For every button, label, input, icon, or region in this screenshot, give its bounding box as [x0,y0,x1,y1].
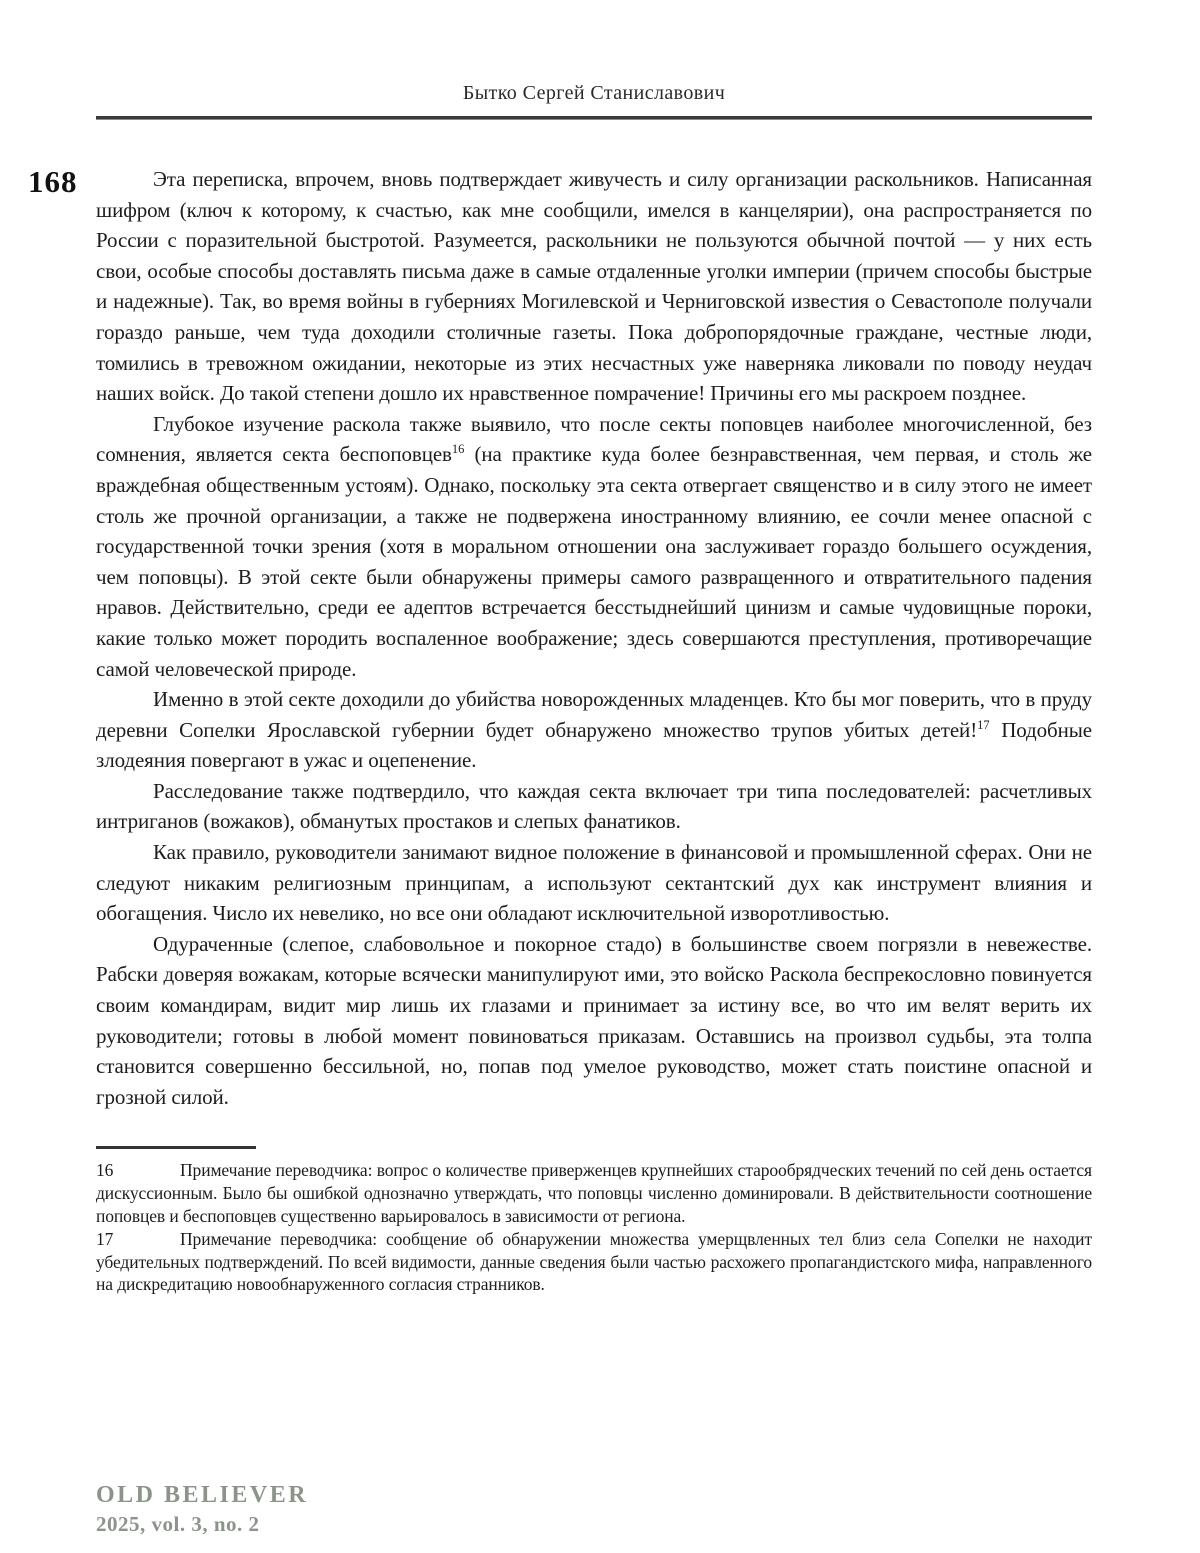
journal-issue: 2025, vol. 3, no. 2 [96,1512,260,1536]
journal-footer [96,1482,308,1537]
footnote-17 [96,1228,1092,1296]
paragraph-text: Глубокое изучение раскола также выявило, что после секты поповцев наиболее многочисленной, без сомнения, является секта беспоповцев [96,411,1092,467]
paragraph-text: Как правило, руководители занимают видное положение в финансовой и промышленной сферах. Они не следуют никаким религиозным принципам, а используют сектантский дух как инструмент влияния и обогащения. Число их невелико, но все они обладают исключительной изворотливостью. [96,840,1092,926]
paragraph-6 [96,929,1092,1113]
paragraph-1 [96,164,1092,409]
footnotes-section [96,1146,1092,1296]
footnote-16 [96,1159,1092,1227]
paragraph-3 [96,684,1092,776]
paragraph-4 [96,776,1092,837]
footnote-number: 16 [96,1160,114,1181]
footnote-text: Примечание переводчика: вопрос о количестве приверженцев крупнейших старообрядческих течений по сей день остается дискуссионным. Было бы ошибкой однозначно утверждать, что поповцы численно доминировали. В действительности соотношение поповцев и беспоповцев существенно варьировалось в зависимости от региона. [96,1160,1092,1226]
paragraph-text: Подобные злодеяния повергают в ужас и оцепенение. [96,717,1092,773]
footnote-separator-rule [96,1146,256,1149]
running-header-author: Бытко Сергей Станиславович [462,82,726,104]
paragraph-text: Эта переписка, впрочем, вновь подтверждает живучесть и силу организации раскольников. Написанная шифром (ключ к которому, к счастью, как мне сообщили, имелся в канцелярии), она распространяется по России с поразительной быстротой. Разумеется, раскольники не пользуются обычной почтой — у них есть свои, особые способы доставлять письма даже в самые отдаленные уголки империи (причем способы быстрые и надежные). Так, во время войны в губерниях Могилевской и Черниговской известия о Севастополе получали гораздо раньше, чем туда доходили столичные газеты. Пока добропорядочные граждане, честные люди, томились в тревожном ожидании, некоторые из этих несчастных уже наверняка ликовали по поводу неудач наших войск. До такой степени дошло их нравственное помрачение! Причины его мы раскроем позднее. [96,167,1092,406]
article-body [96,164,1092,1112]
paragraph-2 [96,409,1092,684]
paragraph-text: (на практике куда более безнравственная, чем первая, и столь же враждебная общественным устоям). Однако, поскольку эта секта отвергает священство и в силу этого не имеет столь же прочной организации, а также не подвержена иностранному влиянию, ее сочли менее опасной с государственной точки зрения (хотя в моральном отношении она заслуживает гораздо большего осуждения, чем поповцы). В этой секте были обнаружены примеры самого развращенного и отвратительного падения нравов. Действительно, среди ее адептов встречается бесстыднейший цинизм и самые чудовищные пороки, какие только может породить воспаленное воображение; здесь совершаются преступления, противоречащие самой человеческой природе. [96,442,1092,681]
footnote-number: 17 [96,1228,114,1249]
paragraph-text: Именно в этой секте доходили до убийства новорожденных младенцев. Кто бы мог поверить, что в пруду деревни Сопелки Ярославской губернии будет обнаружено множество трупов убитых детей! [96,687,1092,742]
footnote-ref-17: 17 [977,717,990,732]
footnote-text: Примечание переводчика: сообщение об обнаружении множества умерщвленных тел близ села Сопелки не находит убедительных подтверждений. По всей видимости, данные сведения были частью расхожего пропагандистского мифа, направленного на дискредитацию новообнаруженного согласия странников. [96,1228,1092,1295]
footnote-ref-16: 16 [451,442,465,457]
journal-title: OLD BELIEVER [96,1482,309,1508]
paragraph-5 [96,837,1092,929]
header-rule [96,116,1092,120]
paragraph-text: Одураченные (слепое, слабовольное и покорное стадо) в большинстве своем погрязли в невежестве. Рабски доверяя вожакам, которые всячески манипулируют ими, это войско Раскола беспрекословно повинуется своим командирам, видит мир лишь их глазами и принимает за истину все, во что им велят верить их руководители; готовы в любой момент повиноваться приказам. Оставшись на произвол судьбы, эта толпа становится совершенно бессильной, но, попав под умелое руководство, может стать поистине опасной и грозной силой. [96,931,1092,1109]
page-number: 168 [28,164,78,199]
paragraph-text: Расследование также подтвердило, что каждая секта включает три типа последователей: расчетливых интриганов (вожаков), обманутых простаков и слепых фанатиков. [96,778,1092,834]
